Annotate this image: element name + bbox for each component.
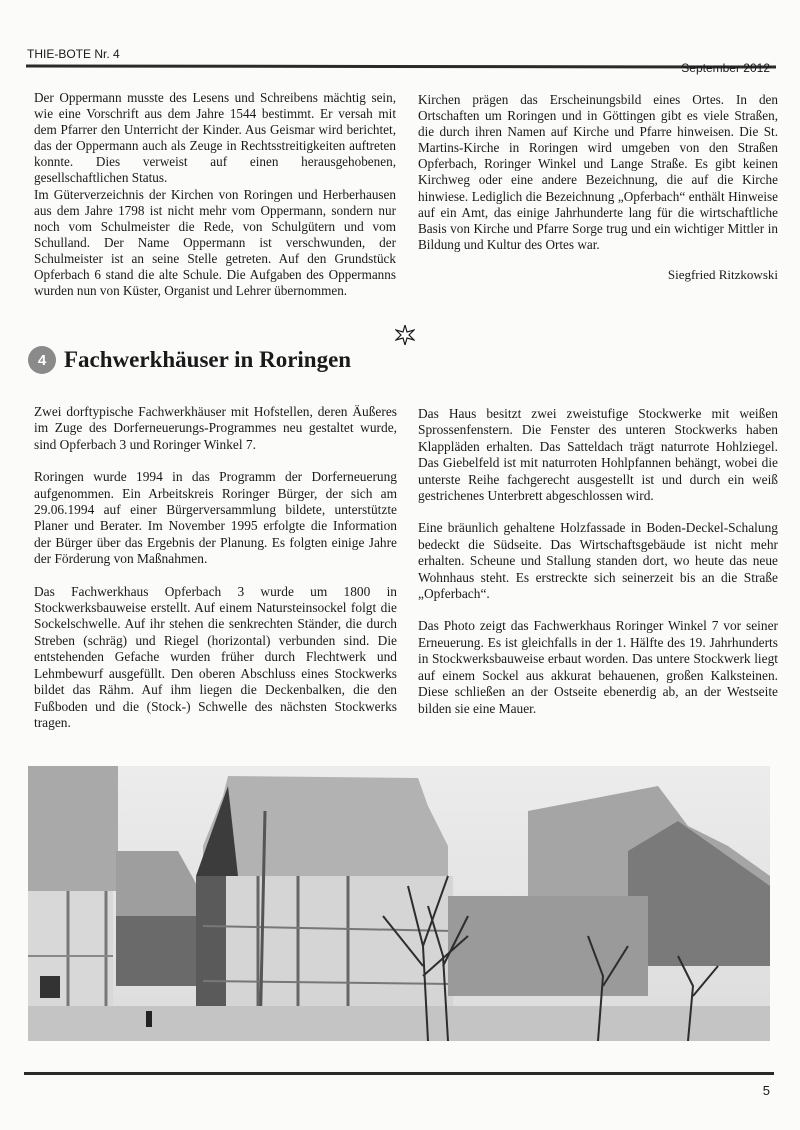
author-signature: Siegfried Ritzkowski	[667, 266, 778, 282]
publication-name: THIE-BOTE Nr. 4	[27, 47, 120, 61]
paragraph: Kirchen prägen das Erscheinungsbild eines Ortes. In den Ortschaften um Roringen und in Göttingen gibt es viele Straßen, die durch ihren Namen auf Kirche und Pfarre hinweisen. Die St. Martins-Kirche in Roringen wird umgeben von den Straßen Opferbach, Roringer Winkel und Lange Straße. Es gibt keinen Kirchweg oder eine andere Bezeichnung, die auf die Kirche hinwiese. Lediglich die Bezeichnung „Opferbach“ enthält Hinweise auf ein Amt, das einige Jahrhunderte lang für die wirtschaftliche Basis von Kirche und Pfarre Sorge trug und ein wichtiger Mittler in Bildung und Kultur des Ortes war.	[418, 92, 778, 252]
paragraph: Das Photo zeigt das Fachwerkhaus Roringer Winkel 7 vor seiner Erneuerung. Es ist gleichfalls in der 1. Hälfte des 19. Jahrhunderts in Stockwerksbauweise erbaut worden. Das untere Stockwerk liegt auf einem Sockel aus akkurat behauenen, großen Kalksteinen. Diese schließen an der Ostseite ebenerdig ab, an der Westseite bilden sie eine Mauer.	[418, 618, 778, 716]
six-pointed-star-icon	[395, 325, 415, 349]
section-number-badge: 4	[28, 346, 56, 374]
paragraph: Eine bräunlich gehaltene Holzfassade in Boden-Deckel-Schalung bedeckt die Südseite. Das Wirtschaftsgebäude ist nicht mehr erhalten. Scheune und Stallung standen dort, wo heute das neue Wohnhaus steht. Es erstreckte sich seinerzeit bis an die Straße „Opferbach“.	[418, 520, 778, 602]
paragraph: Im Güterverzeichnis der Kirchen von Roringen und Herberhausen aus dem Jahre 1798 ist nicht mehr vom Oppermann, sondern nur noch vom Schulmeister die Rede, von Schulgütern und vom Schulland. Der Name Oppermann ist verschwunden, der Schulmeister ist an seine Stelle getreten. Auf den Grundstück Opferbach 6 stand die alte Schule. Die Aufgaben des Oppermanns wurden nun von Küster, Organist und Lehrer übernommen.	[34, 186, 396, 299]
paragraph: Zwei dorftypische Fachwerkhäuser mit Hofstellen, deren Äußeres im Zuge des Dorferneuerungs-Programmes neu gestaltet wurde, sind Opferbach 3 und Roringer Winkel 7.	[34, 404, 397, 452]
paragraph: Das Fachwerkhaus Opferbach 3 wurde um 1800 in Stockwerksbauweise erstellt. Auf einem Natursteinsockel folgt die Sockelschwelle. Auf ihr stehen die senkrechten Ständer, die durch Streben (schräg) und Riegel (horizontal) verbunden sind. Die entstehenden Gefache wurden früher durch Flechtwerk und Lehmbewurf ausgefüllt. Den oberen Abschluss eines Stockwerks bildet das Rähm. Auf ihm liegen die Deckenbalken, die den Fußboden und die (Stock-) Schwelle des nächsten Stockwerks tragen.	[34, 583, 397, 730]
section-heading	[28, 346, 351, 374]
section-left-column	[34, 404, 397, 747]
paragraph: Roringen wurde 1994 in das Programm der Dorferneuerung aufgenommen. Ein Arbeitskreis Roringer Bürger, der sich am 29.06.1994 auf einer Bürgerversammlung bildete, unterstützte Planer und Berater. Im November 1995 erfolgte die Information der Bürger über das Ergebnis der Planung. Es folgten einige Jahre der Förderung von Maßnahmen.	[34, 469, 397, 567]
half-timbered-houses-photo	[28, 766, 770, 1041]
section-title: Fachwerkhäuser in Roringen	[64, 347, 352, 372]
page-number: 5	[762, 1083, 770, 1098]
paragraph: Der Oppermann musste des Lesens und Schreibens mächtig sein, wie eine Vorschrift aus dem Jahre 1544 bestimmt. Er versah mit dem Pfarrer den Unterricht der Kinder. Aus Geismar wird berichtet, das der Oppermann auch als Zeuge in Rechtsstreitigkeiten auftreten konnte. Dies verweist auf einen herausgehobenen, gesellschaftlichen Status.	[34, 90, 396, 186]
paragraph: Das Haus besitzt zwei zweistufige Stockwerke mit weißen Sprossenfenstern. Die Fenster des unteren Stockwerks haben Klappläden erhalten. Das Satteldach trägt naturrote Hohlziegel. Das Giebelfeld ist mit naturroten Hohlpfannen behängt, wobei die unterste Reihe fachgerecht ausgestellt ist und durch ein weiß gestrichenes Unterbrett abgeschlossen wird.	[418, 406, 778, 504]
footer-rule	[24, 1072, 774, 1075]
header-rule	[26, 64, 776, 68]
top-article-left-column	[34, 90, 396, 299]
top-article-right-column	[418, 92, 778, 299]
issue-date: September 2012	[681, 61, 770, 75]
section-right-column	[418, 406, 778, 733]
